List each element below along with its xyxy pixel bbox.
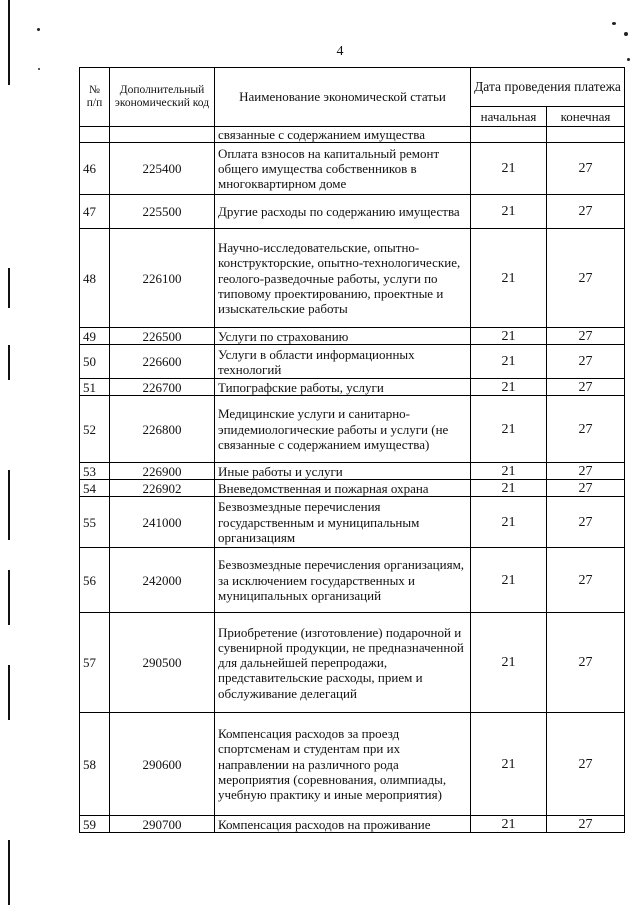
row-number: 51 (80, 379, 110, 396)
row-end-date: 27 (547, 548, 625, 613)
header-start: начальная (471, 107, 547, 127)
row-number: 46 (80, 143, 110, 195)
scan-mark-left-5 (8, 570, 10, 625)
row-name: Другие расходы по содержанию имущества (215, 195, 471, 229)
row-number: 58 (80, 713, 110, 816)
row-end-date: 27 (547, 713, 625, 816)
table-row (80, 143, 625, 195)
row-code: 241000 (110, 497, 215, 548)
scan-mark-left-4 (8, 470, 10, 540)
row-code: 226900 (110, 463, 215, 480)
table-row (80, 195, 625, 229)
table-row (80, 328, 625, 345)
row-name: Иные работы и услуги (215, 463, 471, 480)
row-name: Компенсация расходов на проживание (215, 816, 471, 833)
row-number (80, 127, 110, 143)
row-end-date: 27 (547, 143, 625, 195)
row-start-date: 21 (471, 497, 547, 548)
economic-articles-table (79, 67, 625, 833)
row-start-date: 21 (471, 613, 547, 713)
row-name: Услуги в области информационных технологий (215, 345, 471, 379)
row-start-date: 21 (471, 396, 547, 463)
row-end-date: 27 (547, 480, 625, 497)
row-name: Оплата взносов на капитальный ремонт общего имущества собственников в многоквартирном доме (215, 143, 471, 195)
row-code (110, 127, 215, 143)
row-start-date: 21 (471, 480, 547, 497)
row-start-date: 21 (471, 229, 547, 328)
row-number: 55 (80, 497, 110, 548)
row-code: 226600 (110, 345, 215, 379)
row-code: 226902 (110, 480, 215, 497)
speck-4 (624, 32, 628, 36)
table-row (80, 613, 625, 713)
row-name: связанные с содержанием имущества (215, 127, 471, 143)
row-end-date: 27 (547, 328, 625, 345)
row-end-date: 27 (547, 195, 625, 229)
table-row (80, 816, 625, 833)
row-number: 49 (80, 328, 110, 345)
row-name: Научно-исследовательские, опытно-конструкторские, опытно-технологические, геолого-разведочные работы, услуги по типовому проектированию, проектные и изыскательские работы (215, 229, 471, 328)
table-row (80, 379, 625, 396)
row-name: Типографские работы, услуги (215, 379, 471, 396)
header-code: Дополнительный экономический код (110, 68, 215, 127)
table-row (80, 548, 625, 613)
row-code: 290500 (110, 613, 215, 713)
row-number: 52 (80, 396, 110, 463)
row-number: 54 (80, 480, 110, 497)
row-start-date: 21 (471, 328, 547, 345)
row-name: Вневедомственная и пожарная охрана (215, 480, 471, 497)
row-start-date: 21 (471, 816, 547, 833)
row-code: 242000 (110, 548, 215, 613)
row-end-date: 27 (547, 229, 625, 328)
row-code: 226700 (110, 379, 215, 396)
row-name: Приобретение (изготовление) подарочной и сувенирной продукции, не предназначенной для дальнейшей перепродажи, представительские расходы, прием и обслуживание делегаций (215, 613, 471, 713)
table-row (80, 497, 625, 548)
table-row (80, 396, 625, 463)
table-row (80, 127, 625, 143)
row-number: 50 (80, 345, 110, 379)
row-end-date: 27 (547, 379, 625, 396)
row-start-date: 21 (471, 713, 547, 816)
row-end-date: 27 (547, 816, 625, 833)
scan-mark-left-1 (8, 0, 10, 85)
row-number: 59 (80, 816, 110, 833)
speck-5 (627, 58, 630, 61)
row-code: 290700 (110, 816, 215, 833)
row-start-date (471, 127, 547, 143)
row-number: 48 (80, 229, 110, 328)
row-number: 53 (80, 463, 110, 480)
speck-1 (37, 28, 40, 31)
row-code: 226500 (110, 328, 215, 345)
header-number: № п/п (80, 68, 110, 127)
header-name: Наименование экономической статьи (215, 68, 471, 127)
row-number: 56 (80, 548, 110, 613)
table-row (80, 713, 625, 816)
row-start-date: 21 (471, 143, 547, 195)
row-start-date: 21 (471, 463, 547, 480)
scan-mark-left-3 (8, 345, 10, 380)
row-end-date: 27 (547, 396, 625, 463)
row-start-date: 21 (471, 379, 547, 396)
header-date-group: Дата проведения платежа (471, 68, 625, 107)
page-number: 4 (336, 44, 344, 59)
table-row (80, 463, 625, 480)
row-code: 226100 (110, 229, 215, 328)
row-end-date: 27 (547, 497, 625, 548)
row-start-date: 21 (471, 345, 547, 379)
speck-2 (38, 68, 40, 70)
row-end-date (547, 127, 625, 143)
row-code: 290600 (110, 713, 215, 816)
row-end-date: 27 (547, 345, 625, 379)
row-end-date: 27 (547, 613, 625, 713)
table-row (80, 345, 625, 379)
row-number: 47 (80, 195, 110, 229)
row-start-date: 21 (471, 548, 547, 613)
scan-mark-left-6 (8, 665, 10, 720)
row-name: Медицинские услуги и санитарно-эпидемиологические работы и услуги (не связанные с содержанием имущества) (215, 396, 471, 463)
row-end-date: 27 (547, 463, 625, 480)
row-name: Компенсация расходов за проезд спортсменам и студентам при их направлении на различного рода мероприятия (соревнования, олимпиады, учебную практику и иные мероприятия) (215, 713, 471, 816)
row-number: 57 (80, 613, 110, 713)
row-name: Услуги по страхованию (215, 328, 471, 345)
row-code: 225400 (110, 143, 215, 195)
row-name: Безвозмездные перечисления организациям, за исключением государственных и муниципальных организаций (215, 548, 471, 613)
row-code: 225500 (110, 195, 215, 229)
speck-3 (612, 22, 616, 25)
row-start-date: 21 (471, 195, 547, 229)
row-name: Безвозмездные перечисления государственным и муниципальным организациям (215, 497, 471, 548)
scan-mark-left-2 (8, 268, 10, 308)
table-row (80, 480, 625, 497)
scan-mark-left-7 (8, 840, 10, 905)
table-row (80, 229, 625, 328)
header-end: конечная (547, 107, 625, 127)
row-code: 226800 (110, 396, 215, 463)
